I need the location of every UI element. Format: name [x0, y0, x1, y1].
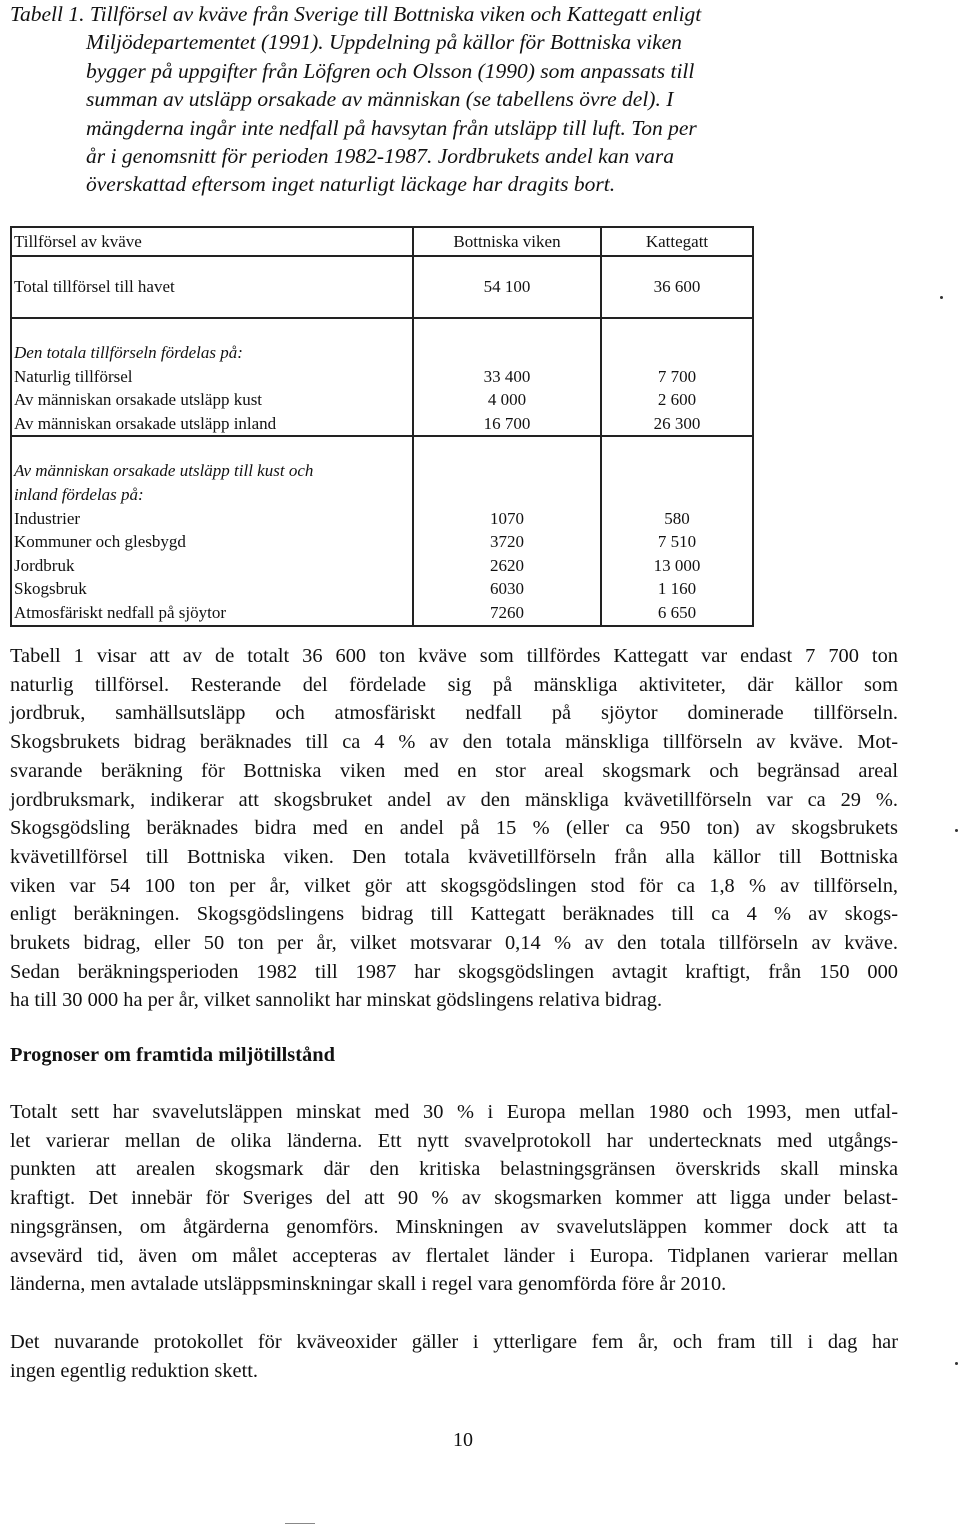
table-row — [11, 507, 753, 531]
text-line: länderna, men avtalade utsläppsminskningar skall i regel vara genomförda före år 2010. — [10, 1273, 727, 1296]
text-line: jordbruksmark, indikerar att skogsbruket andel av den mänskliga kvävetillförseln var ca 29 %. — [10, 788, 898, 811]
text-line: enligt beräkningen. Skogsgödslingens bidrag till Kattegatt beräknades till ca 4 % av skogs- — [10, 903, 898, 926]
row-label: Industrier — [11, 507, 413, 531]
text-line: Tabell 1 visar att av de totalt 36 600 ton kväve som tillfördes Kattegatt var endast 7 700 ton — [10, 645, 898, 667]
text-line: brukets bidrag, eller 50 ton per år, vilket motsvarar 0,14 % av den totala tillförseln av kväve. — [10, 932, 898, 955]
text-line: avsevärd tid, även om målet accepteras av flertalet länder i Europa. Tidplanen varierar mellan — [10, 1244, 898, 1267]
table-row — [11, 577, 753, 601]
text-line: ingen egentlig reduktion skett. — [10, 1359, 259, 1382]
section-label: Den totala tillförseln fördelas på: — [11, 341, 413, 365]
row-value: 33 400 — [413, 365, 601, 389]
scan-speck — [955, 829, 958, 832]
table-row — [11, 554, 753, 578]
row-value: 4 000 — [413, 388, 601, 412]
row-value: 3720 — [413, 530, 601, 554]
row-value: 2620 — [413, 554, 601, 578]
text-line: let varierar mellan de olika länderna. Ett nytt svavelprotokoll har undertecknats med utgångs- — [10, 1129, 898, 1152]
header-cell: Bottniska viken — [413, 227, 601, 256]
row-value: 2 600 — [601, 388, 753, 412]
text-line: Det nuvarande protokollet för kväveoxider gäller i ytterligare fem år, och fram till i dag har — [10, 1331, 898, 1353]
text-line: Skogsgödsling beräknades bidra med en andel på 15 % (eller ca 950 ton) av skogsbrukets — [10, 817, 898, 840]
table-row — [11, 388, 753, 412]
table-row — [11, 341, 753, 365]
text-line: ha till 30 000 ha per år, vilket sannolikt har minskat gödslingens relativa bidrag. — [10, 989, 663, 1012]
caption-line: summan av utsläpp orsakade av människan (se tabellens övre del). I — [86, 87, 674, 112]
section-label: Av människan orsakade utsläpp till kust och — [11, 459, 413, 483]
page-number: 10 — [453, 1429, 473, 1451]
text-line: svarande beräkning för Bottniska viken med en stor areal skogsmark och begränsad areal — [10, 759, 898, 782]
row-label: Av människan orsakade utsläpp kust — [11, 388, 413, 412]
row-label: Total tillförsel till havet — [11, 256, 413, 318]
row-value: 6 650 — [601, 601, 753, 626]
row-value: 54 100 — [413, 256, 601, 318]
caption-line: Tabell 1. Tillförsel av kväve från Sverige till Bottniska viken och Kattegatt enligt — [10, 2, 702, 26]
caption-line: överskattad eftersom inget naturligt läckage har dragits bort. — [86, 172, 616, 197]
header-cell: Kattegatt — [601, 227, 753, 256]
text-line: kvävetillförsel till Bottniska viken. Den totala kvävetillförseln från alla källor till Bottniska — [10, 845, 898, 868]
row-value: 7260 — [413, 601, 601, 626]
row-value: 7 700 — [601, 365, 753, 389]
text-line: kraftigt. Det innebär för Sveriges del att 90 % av skogsmarken kommer att ligga under belast- — [10, 1187, 898, 1210]
table-row — [11, 256, 753, 318]
caption-line: bygger på uppgifter från Löfgren och Olsson (1990) som anpassats till — [86, 58, 695, 83]
text-line: punkten att arealen skogsmark där den kritiska belastningsgränsen överskrids skall minska — [10, 1158, 898, 1181]
row-value: 16 700 — [413, 412, 601, 437]
section-heading: Prognoser om framtida miljötillstånd — [10, 1044, 335, 1066]
row-value: 580 — [601, 507, 753, 531]
section-label: inland fördelas på: — [11, 483, 413, 507]
caption-line: Miljödepartementet (1991). Uppdelning på källor för Bottniska viken — [86, 30, 682, 55]
table-caption — [10, 0, 890, 199]
caption-line: mängderna ingår inte nedfall på havsytan från utsläpp till luft. Ton per — [86, 115, 697, 140]
text-line: Totalt sett har svavelutsläppen minskat med 30 % i Europa mellan 1980 och 1993, men utfal- — [10, 1101, 898, 1123]
nitrogen-table — [10, 226, 754, 627]
row-label: Jordbruk — [11, 554, 413, 578]
row-value: 7 510 — [601, 530, 753, 554]
text-line: viken var 54 100 ton per år, vilket gör att skogsgödslingen stod för ca 1,8 % av tillförseln, — [10, 874, 898, 897]
row-label: Kommuner och glesbygd — [11, 530, 413, 554]
table-row — [11, 365, 753, 389]
table-row — [11, 459, 753, 483]
paragraph-prognosis — [10, 1098, 898, 1299]
row-label: Av människan orsakade utsläpp inland — [11, 412, 413, 437]
row-value: 1070 — [413, 507, 601, 531]
row-value: 13 000 — [601, 554, 753, 578]
header-cell: Tillförsel av kväve — [11, 227, 413, 256]
row-label: Atmosfäriskt nedfall på sjöytor — [11, 601, 413, 626]
row-value: 6030 — [413, 577, 601, 601]
scan-speck — [955, 1362, 958, 1365]
table-row — [11, 530, 753, 554]
row-label: Skogsbruk — [11, 577, 413, 601]
scan-speck — [940, 296, 943, 299]
table-row — [11, 483, 753, 507]
table-row — [11, 412, 753, 437]
paragraph-table-analysis — [10, 642, 898, 1015]
row-value: 26 300 — [601, 412, 753, 437]
table-row — [11, 601, 753, 626]
caption-line: år i genomsnitt för perioden 1982-1987. Jordbrukets andel kan vara — [86, 144, 674, 169]
footer-rule — [285, 1523, 315, 1524]
row-value: 36 600 — [601, 256, 753, 318]
text-line: jordbruk, samhällsutsläpp och atmosfäriskt nedfall på sjöytor dominerade tillförseln. — [10, 702, 898, 725]
text-line: Skogsbrukets bidrag beräknades till ca 4 % av den totala mänskliga tillförseln av kväve. Mot- — [10, 731, 898, 754]
row-label: Naturlig tillförsel — [11, 365, 413, 389]
table-header-row — [11, 227, 753, 256]
paragraph-nitrogen-protocol — [10, 1328, 898, 1385]
row-value: 1 160 — [601, 577, 753, 601]
text-line: Sedan beräkningsperioden 1982 till 1987 har skogsgödslingen avtagit kraftigt, från 150 000 — [10, 960, 898, 983]
text-line: naturlig tillförsel. Resterande del fördelade sig på mänskliga aktiviteter, där källor som — [10, 673, 898, 696]
text-line: ningsgränsen, om åtgärderna genomförs. Minskningen av svavelutsläppen kommer dock att ta — [10, 1215, 898, 1238]
